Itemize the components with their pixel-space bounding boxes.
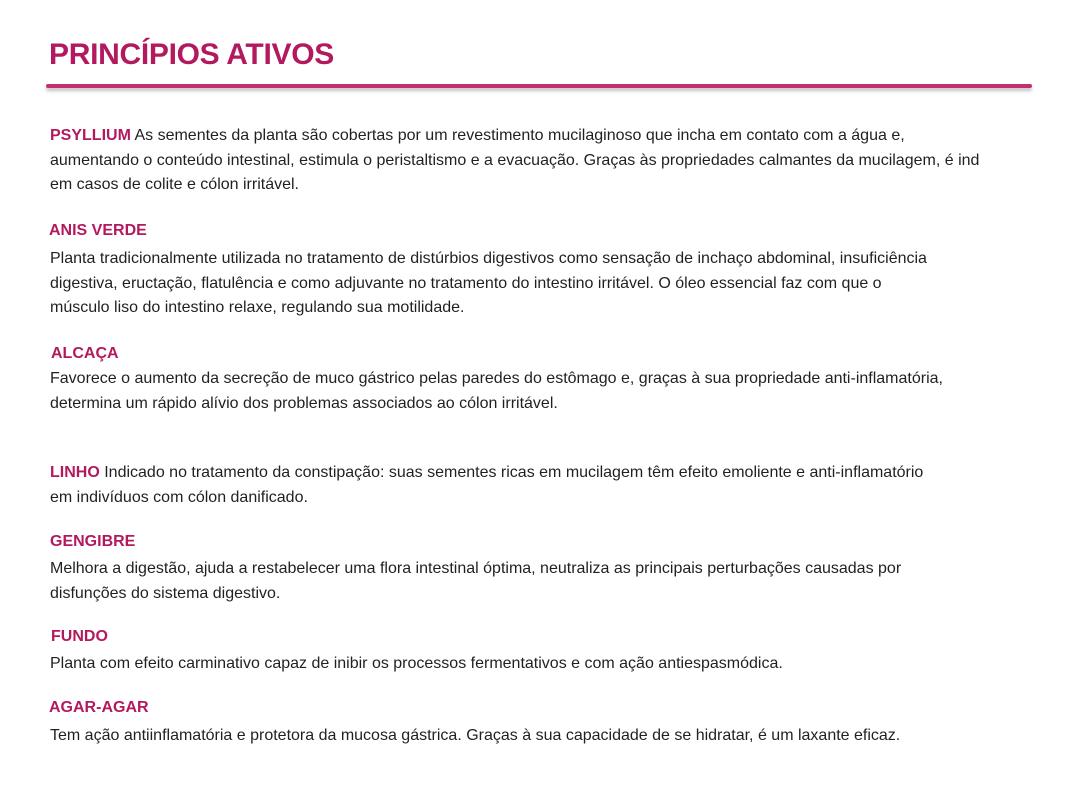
- section-text-psyllium: As sementes da planta são cobertas por um revestimento mucilaginoso que incha em contato com a água e, aumentando o conteúdo intestinal, estimula o peristaltismo e a evacuação. Graças às propriedades calmantes da mucilagem, é ind em casos de colite e cólon irritável.: [50, 127, 980, 193]
- section-body-anis-verde: [50, 247, 1080, 321]
- section-linho: [50, 461, 1080, 510]
- section-body-fundo: [50, 652, 1080, 677]
- section-psyllium: [50, 124, 1080, 198]
- section-text-linho: Indicado no tratamento da constipação: suas sementes ricas em mucilagem têm efeito emoliente e anti-inflamatório em indivíduos com cólon danificado.: [50, 464, 924, 506]
- section-body-gengibre: [50, 557, 1080, 606]
- section-text-gengibre: Melhora a digestão, ajuda a restabelecer uma flora intestinal óptima, neutraliza as principais perturbações causadas por disfunções do sistema digestivo.: [50, 560, 902, 602]
- section-text-anis-verde: Planta tradicionalmente utilizada no tratamento de distúrbios digestivos como sensação de inchaço abdominal, insuficiência digestiva, eructação, flatulência e como adjuvante no tratamento do intestino irritável. O óleo essencial faz com que o músculo liso do intestino relaxe, regulando sua motilidade.: [50, 250, 927, 316]
- section-heading-linho: LINHO: [50, 464, 100, 481]
- section-alcaca: [51, 344, 1080, 364]
- section-gengibre: [50, 532, 1080, 552]
- section-heading-anis-verde: ANIS VERDE: [49, 222, 147, 239]
- section-heading-gengibre: GENGIBRE: [50, 533, 136, 550]
- section-body-alcaca: [50, 367, 1080, 416]
- section-heading-fundo: FUNDO: [51, 628, 108, 645]
- section-agar-agar: [49, 698, 1080, 718]
- section-heading-psyllium: PSYLLIUM: [50, 127, 131, 144]
- section-anis-verde: [49, 221, 1080, 241]
- section-fundo: [51, 627, 1080, 647]
- section-text-agar-agar: Tem ação antiinflamatória e protetora da mucosa gástrica. Graças à sua capacidade de se hidratar, é um laxante eficaz.: [50, 727, 901, 744]
- title-divider: [46, 84, 1032, 88]
- section-text-alcaca: Favorece o aumento da secreção de muco gástrico pelas paredes do estômago e, graças à sua propriedade anti-inflamatória, determina um rápido alívio dos problemas associados ao cólon irritável.: [50, 370, 943, 412]
- page-title: PRINCÍPIOS ATIVOS: [49, 38, 334, 71]
- section-heading-alcaca: ALCAÇA: [51, 345, 119, 362]
- section-body-agar-agar: [50, 724, 1080, 749]
- section-heading-agar-agar: AGAR-AGAR: [49, 699, 149, 716]
- section-text-fundo: Planta com efeito carminativo capaz de inibir os processos fermentativos e com ação antiespasmódica.: [50, 655, 783, 672]
